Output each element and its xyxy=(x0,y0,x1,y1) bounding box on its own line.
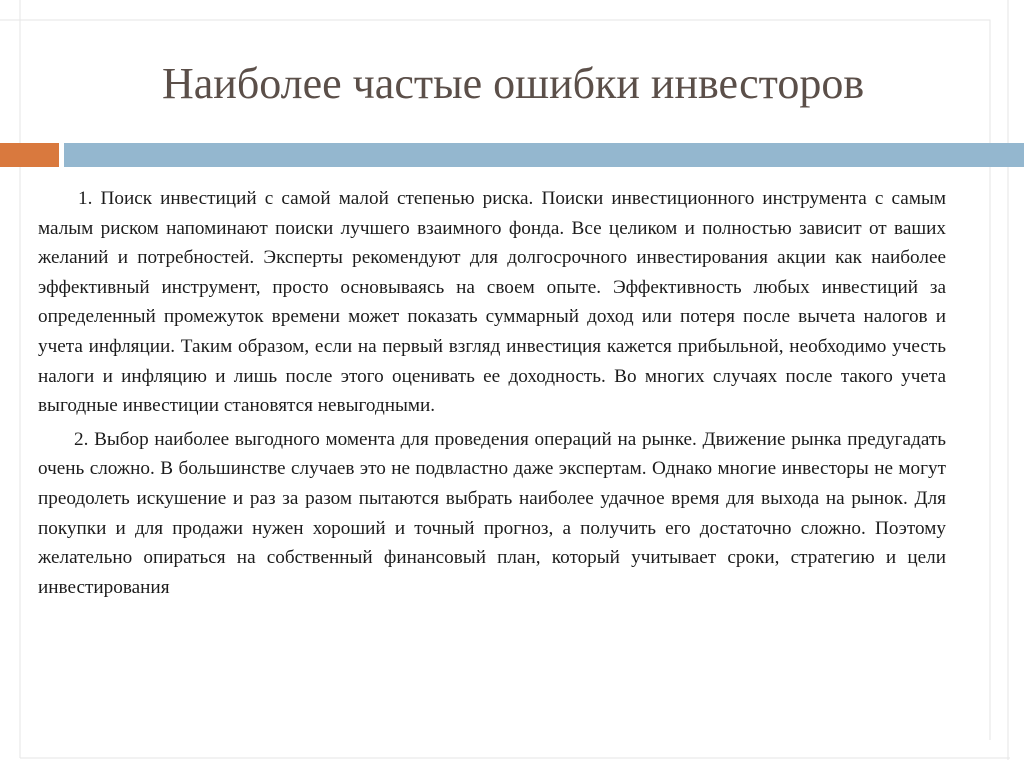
slide-body xyxy=(38,184,946,602)
paragraph-2: 2. Выбор наиболее выгодного момента для проведения операций на рынке. Движение рынка предугадать очень сложно. В большинстве случаев это не подвластно даже экспертам. Однако многие инвесторы не могут преодолеть искушение и раз за разом пытаются выбрать наиболее удачное время для выхода на рынок. Для покупки и для продажи нужен хороший и точный прогноз, а получить его достаточно сложно. Поэтому желательно опираться на собственный финансовый план, который учитывает сроки, стратегию и цели инвестирования xyxy=(38,428,946,598)
accent-bar-blue xyxy=(64,143,1024,167)
accent-bar-orange xyxy=(0,143,59,167)
slide-title: Наиболее частые ошибки инвесторов xyxy=(162,59,865,108)
paragraph-1: 1. Поиск инвестиций с самой малой степенью риска. Поиски инвестиционного инструмента с самым малым риском напоминают поиски лучшего взаимного фонда. Все целиком и полностью зависит от ваших желаний и потребностей. Эксперты рекомендуют для долгосрочного инвестирования акции как наиболее эффективный инструмент, просто основываясь на своем опыте. Эффективность любых инвестиций за определенный промежуток времени может показать суммарный доход или потеря после вычета налогов и учета инфляции. Таким образом, если на первый взгляд инвестиция кажется прибыльной, необходимо учесть налоги и инфляцию и лишь после этого оценивать ее доходность. Во многих случаях после такого учета выгодные инвестиции становятся невыгодными. xyxy=(38,188,946,417)
